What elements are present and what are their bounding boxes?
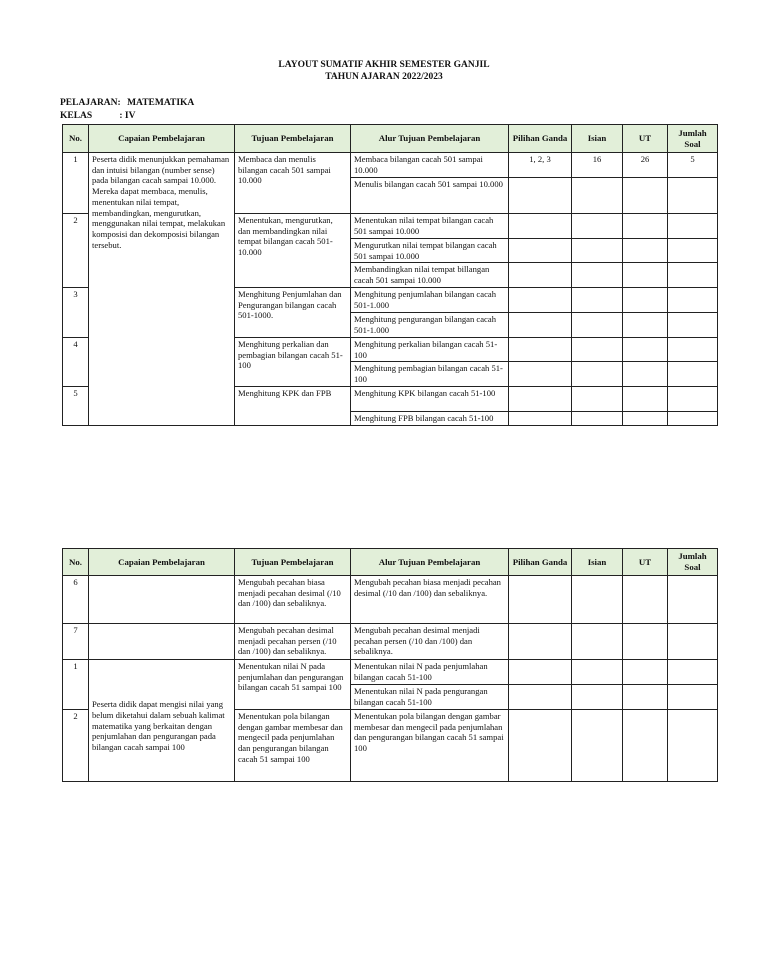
- alur-item: Mengubah pecahan desimal menjadi pecahan persen (/10 dan /100) dan sebaliknya.: [351, 624, 509, 660]
- alur-item: Mengubah pecahan biasa menjadi pecahan desimal (/10 dan /100) dan sebaliknya.: [351, 576, 509, 624]
- jumlah-soal-value: 5: [668, 153, 718, 178]
- capaian-pembelajaran: Peserta didik dapat mengisi nilai yang belum diketahui dalam sebuah kalimat matematika yang berkaitan dengan penjumlahan dan pengurangan pada bilangan cacah sampai 100: [89, 660, 235, 782]
- row-number: 2: [63, 214, 89, 288]
- tujuan-pembelajaran: Mengubah pecahan biasa menjadi pecahan desimal (/10 dan /100) dan sebaliknya.: [235, 576, 351, 624]
- row-number: 1: [63, 153, 89, 214]
- row-number: 5: [63, 386, 89, 425]
- tujuan-pembelajaran: Menentukan, mengurutkan, dan membandingkan nilai tempat bilangan cacah 501-10.000: [235, 214, 351, 288]
- row-number: 3: [63, 287, 89, 337]
- header-jumlah-soal: Jumlah Soal: [668, 549, 718, 576]
- tujuan-pembelajaran: Mengubah pecahan desimal menjadi pecahan persen (/10 dan /100) dan sebaliknya.: [235, 624, 351, 660]
- table-header-row: [63, 549, 718, 576]
- layout-table-1: [62, 124, 718, 426]
- header-isian: Isian: [572, 125, 623, 153]
- alur-item: Menentukan pola bilangan dengan gambar membesar dan mengecil pada penjumlahan dan pengurangan bilangan cacah 51 sampai 100: [351, 710, 509, 782]
- tujuan-pembelajaran: Menghitung Penjumlahan dan Pengurangan bilangan cacah 501-1000.: [235, 287, 351, 337]
- alur-item: Membandingkan nilai tempat billangan cacah 501 sampai 10.000: [351, 263, 509, 287]
- tujuan-pembelajaran: Menentukan pola bilangan dengan gambar membesar dan mengecil pada penjumlahan dan pengurangan bilangan cacah 51 sampai 100: [235, 710, 351, 782]
- alur-item: Menghitung KPK bilangan cacah 51-100: [351, 386, 509, 411]
- ut-value: 26: [623, 153, 668, 178]
- header-ut: UT: [623, 125, 668, 153]
- document-title: LAYOUT SUMATIF AKHIR SEMESTER GANJIL: [278, 60, 490, 70]
- document-subtitle: TAHUN AJARAN 2022/2023: [325, 72, 443, 82]
- header-pilihan-ganda: Pilihan Ganda: [509, 125, 572, 153]
- header-alur: Alur Tujuan Pembelajaran: [351, 549, 509, 576]
- tujuan-pembelajaran: Menghitung KPK dan FPB: [235, 386, 351, 425]
- table-row: [63, 660, 718, 685]
- class-value: : IV: [119, 111, 136, 121]
- alur-item: Menghitung penjumlahan bilangan cacah 501-1.000: [351, 287, 509, 312]
- capaian-pembelajaran: Peserta didik menunjukkan pemahaman dan intuisi bilangan (number sense) pada bilangan cacah sampai 10.000. Mereka dapat membaca, menulis, menentukan nilai tempat, membandingkan, mengurutkan, menggunakan nilai tempat, melakukan komposisi dan dekomposisi bilangan tersebut.: [89, 153, 235, 426]
- header-capaian: Capaian Pembelajaran: [89, 549, 235, 576]
- alur-item: Mengurutkan nilai tempat bilangan cacah 501 sampai 10.000: [351, 239, 509, 263]
- row-number: 2: [63, 710, 89, 782]
- header-no: No.: [63, 125, 89, 153]
- subject-label: PELAJARAN:: [60, 98, 121, 108]
- tujuan-pembelajaran: Membaca dan menulis bilangan cacah 501 sampai 10.000: [235, 153, 351, 214]
- table-row: [63, 576, 718, 624]
- header-ut: UT: [623, 549, 668, 576]
- subject-value: MATEMATIKA: [127, 98, 195, 108]
- alur-item: Menulis bilangan cacah 501 sampai 10.000: [351, 178, 509, 214]
- table-row: [63, 153, 718, 178]
- alur-item: Membaca bilangan cacah 501 sampai 10.000: [351, 153, 509, 178]
- row-number: 4: [63, 337, 89, 386]
- row-number: 1: [63, 660, 89, 710]
- alur-item: Menghitung FPB bilangan cacah 51-100: [351, 411, 509, 425]
- header-jumlah-soal: Jumlah Soal: [668, 125, 718, 153]
- table-header-row: [63, 125, 718, 153]
- header-no: No.: [63, 549, 89, 576]
- subject-line: [60, 98, 194, 108]
- header-pilihan-ganda: Pilihan Ganda: [509, 549, 572, 576]
- alur-item: Menentukan nilai N pada pengurangan bilangan cacah 51-100: [351, 685, 509, 710]
- class-line: [60, 111, 135, 121]
- header-tujuan: Tujuan Pembelajaran: [235, 549, 351, 576]
- header-tujuan: Tujuan Pembelajaran: [235, 125, 351, 153]
- layout-table-2: [62, 548, 718, 782]
- tujuan-pembelajaran: Menghitung perkalian dan pembagian bilangan cacah 51-100: [235, 337, 351, 386]
- tujuan-pembelajaran: Menentukan nilai N pada penjumlahan dan pengurangan bilangan cacah 51 sampai 100: [235, 660, 351, 710]
- alur-item: Menentukan nilai tempat bilangan cacah 501 sampai 10.000: [351, 214, 509, 239]
- alur-item: Menentukan nilai N pada penjumlahan bilangan cacah 51-100: [351, 660, 509, 685]
- alur-item: Menghitung perkalian bilangan cacah 51-100: [351, 337, 509, 361]
- row-number: 7: [63, 624, 89, 660]
- header-capaian: Capaian Pembelajaran: [89, 125, 235, 153]
- header-alur: Alur Tujuan Pembelajaran: [351, 125, 509, 153]
- header-isian: Isian: [572, 549, 623, 576]
- row-number: 6: [63, 576, 89, 624]
- pilihan-ganda-value: 1, 2, 3: [509, 153, 572, 178]
- class-label: KELAS: [60, 111, 93, 121]
- table-row: [63, 624, 718, 660]
- alur-item: Menghitung pembagian bilangan cacah 51-100: [351, 362, 509, 386]
- alur-item: Menghitung pengurangan bilangan cacah 501-1.000: [351, 312, 509, 337]
- isian-value: 16: [572, 153, 623, 178]
